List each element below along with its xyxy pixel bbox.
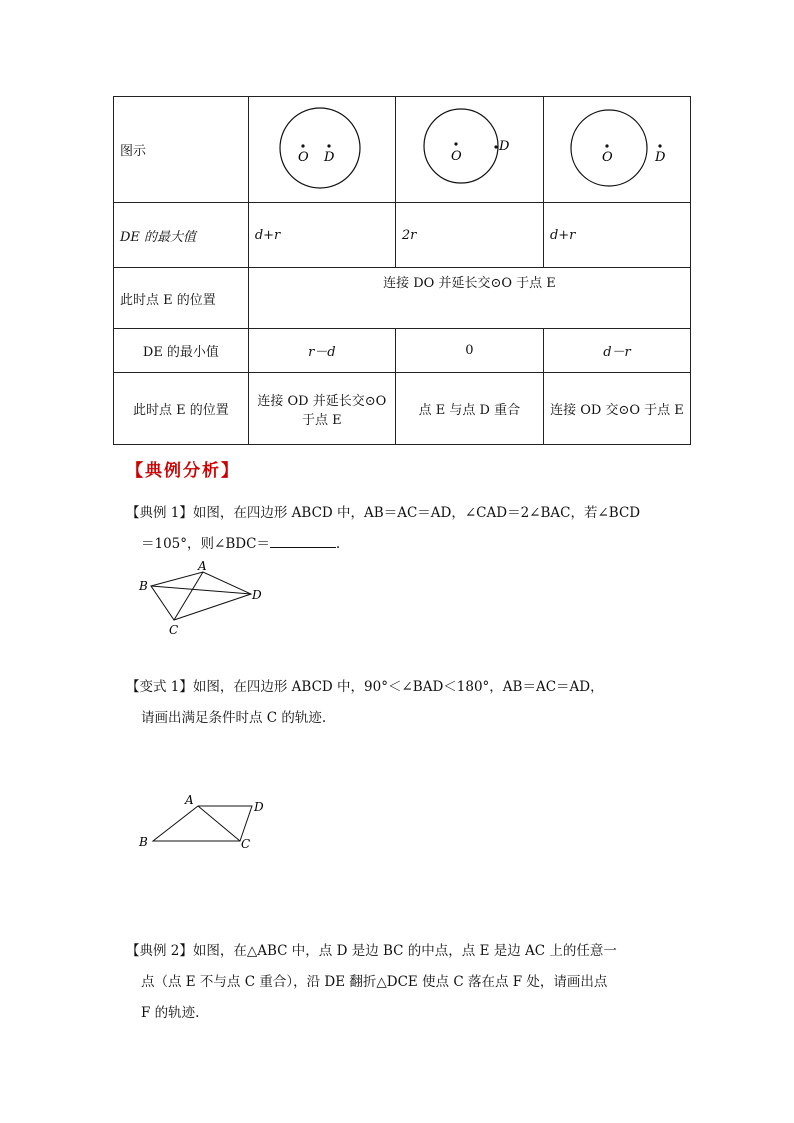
row-header: 此时点 E 的位置 xyxy=(114,268,249,329)
example-2-text xyxy=(126,936,686,1029)
label-d: D xyxy=(252,588,262,602)
circle-figure-point-inside xyxy=(267,100,377,200)
answer-blank xyxy=(270,535,336,548)
variant-1-figure xyxy=(134,790,274,856)
example-1-line-2 xyxy=(126,529,686,560)
example-1-figure xyxy=(130,558,270,640)
figure-cell-2 xyxy=(395,97,543,203)
label-b: B xyxy=(139,835,148,849)
table-row-min xyxy=(114,329,691,373)
circle-figure-point-on xyxy=(414,100,524,200)
example-2-line-3: F 的轨迹. xyxy=(141,1005,200,1021)
circle-figure-point-outside xyxy=(562,100,672,200)
figure-cell-1 xyxy=(248,97,395,203)
table-row-position-min xyxy=(114,373,691,445)
label-d: D xyxy=(654,149,666,165)
variant-1-text xyxy=(126,672,686,734)
position-table xyxy=(113,96,691,445)
cell: 连接 OD 并延长交⊙O 于点 E xyxy=(248,373,395,445)
label-d: D xyxy=(499,138,510,154)
label-o: O xyxy=(601,149,613,165)
label-a: A xyxy=(198,559,207,573)
cell: d－r xyxy=(543,329,690,373)
label-c: C xyxy=(241,837,251,851)
example-1-line-2-end: . xyxy=(335,536,341,552)
cell: d+r xyxy=(248,203,395,268)
example-1-text xyxy=(126,498,686,560)
label-d: D xyxy=(323,149,335,165)
section-title: 【典例分析】 xyxy=(126,461,240,481)
label-d: D xyxy=(254,800,264,814)
cell: 0 xyxy=(395,329,543,373)
row-header: DE 的最小值 xyxy=(114,329,249,373)
merged-cell: 连接 DO 并延长交⊙O 于点 E xyxy=(248,268,690,329)
label-a: A xyxy=(185,793,194,807)
row-header: 此时点 E 的位置 xyxy=(114,373,249,445)
cell: d+r xyxy=(543,203,690,268)
cell: 2r xyxy=(395,203,543,268)
variant-1-line-1: 【变式 1】如图，在四边形 ABCD 中，90°＜∠BAD＜180°，AB＝AC＝AD， xyxy=(126,679,604,695)
variant-1-line-2: 请画出满足条件时点 C 的轨迹. xyxy=(141,710,327,726)
label-c: C xyxy=(169,623,179,637)
example-1-line-1: 【典例 1】如图，在四边形 ABCD 中，AB＝AC＝AD，∠CAD＝2∠BAC，若∠BCD xyxy=(126,505,641,521)
example-2-line-2: 点（点 E 不与点 C 重合），沿 DE 翻折△DCE 使点 C 落在点 F 处，请画出点 xyxy=(141,974,608,990)
table-row-position-max xyxy=(114,268,691,329)
cell: 点 E 与点 D 重合 xyxy=(395,373,543,445)
figure-cell-3 xyxy=(543,97,690,203)
label-o: O xyxy=(297,149,309,165)
row-header: DE 的最大值 xyxy=(114,203,249,268)
example-2-line-1: 【典例 2】如图，在△ABC 中，点 D 是边 BC 的中点，点 E 是边 AC 上的任意一 xyxy=(126,943,617,959)
cell: r－d xyxy=(248,329,395,373)
label-b: B xyxy=(139,579,148,593)
table-row-figure xyxy=(114,97,691,203)
row-header: 图示 xyxy=(114,97,249,203)
label-o: O xyxy=(451,148,463,164)
example-1-line-2-text: ＝105°，则∠BDC＝ xyxy=(141,536,270,552)
table-row-max xyxy=(114,203,691,268)
cell: 连接 OD 交⊙O 于点 E xyxy=(543,373,690,445)
